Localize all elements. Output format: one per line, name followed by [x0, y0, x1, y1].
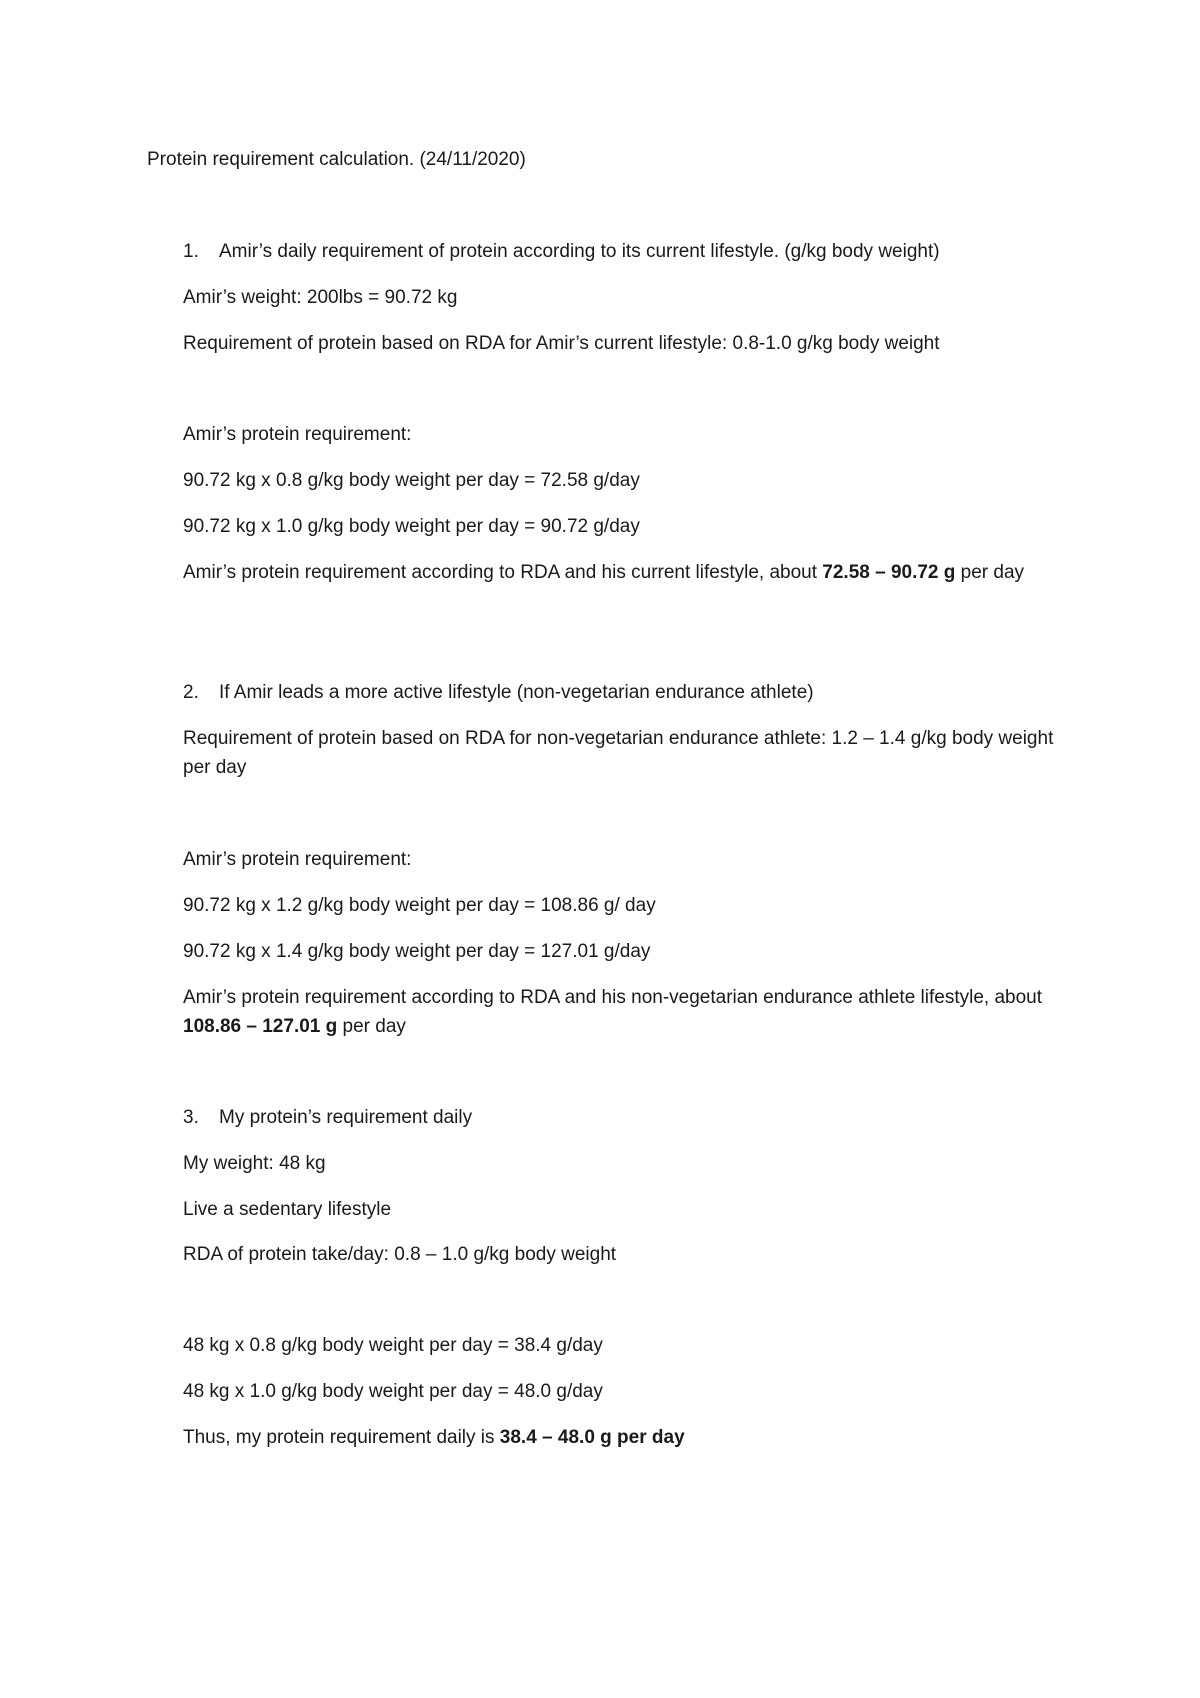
- summary-text: Amir’s protein requirement according to RDA and his current lifestyle, about: [183, 562, 823, 583]
- section-number: 2.: [183, 682, 199, 703]
- section-1-heading: [183, 237, 1063, 266]
- summary-suffix: per day: [955, 562, 1025, 583]
- section-3-rda: RDA of protein take/day: 0.8 – 1.0 g/kg body weight: [183, 1244, 617, 1265]
- summary-text: Thus, my protein requirement daily is: [183, 1427, 500, 1448]
- section-1-subheading: Amir’s protein requirement:: [183, 424, 412, 445]
- section-2-subheading: Amir’s protein requirement:: [183, 849, 412, 870]
- section-1-rda: Requirement of protein based on RDA for Amir’s current lifestyle: 0.8-1.0 g/kg body weight: [183, 333, 940, 354]
- summary-range: 38.4 – 48.0 g per day: [499, 1427, 685, 1448]
- section-heading-text: If Amir leads a more active lifestyle (non-vegetarian endurance athlete): [219, 682, 814, 703]
- section-2-rda: Requirement of protein based on RDA for non-vegetarian endurance athlete: 1.2 – 1.4 g/kg body weight per day: [183, 728, 1054, 778]
- summary-text: Amir’s protein requirement according to RDA and his non-vegetarian endurance athlete lifestyle, about: [183, 987, 1043, 1008]
- section-heading-text: My protein’s requirement daily: [219, 1107, 473, 1128]
- section-3-weight: My weight: 48 kg: [183, 1153, 326, 1174]
- document-title: Protein requirement calculation. (24/11/2020): [147, 149, 526, 170]
- section-1-calc-1: 90.72 kg x 0.8 g/kg body weight per day = 72.58 g/day: [183, 470, 640, 491]
- section-3-summary: [183, 1423, 1063, 1452]
- section-3-calc-2: 48 kg x 1.0 g/kg body weight per day = 48.0 g/day: [183, 1381, 603, 1402]
- section-3-calc-1: 48 kg x 0.8 g/kg body weight per day = 38.4 g/day: [183, 1335, 603, 1356]
- section-2-calc-1: 90.72 kg x 1.2 g/kg body weight per day = 108.86 g/ day: [183, 895, 656, 916]
- summary-range: 108.86 – 127.01 g: [183, 1016, 338, 1037]
- section-1-summary: [183, 558, 1063, 587]
- section-3-lifestyle: Live a sedentary lifestyle: [183, 1199, 392, 1220]
- section-2-calc-2: 90.72 kg x 1.4 g/kg body weight per day = 127.01 g/day: [183, 941, 651, 962]
- section-3-heading: [183, 1103, 1063, 1132]
- section-1-weight: Amir’s weight: 200lbs = 90.72 kg: [183, 287, 458, 308]
- section-number: 3.: [183, 1107, 199, 1128]
- section-2-summary: [183, 983, 1063, 1041]
- section-number: 1.: [183, 241, 199, 262]
- summary-range: 72.58 – 90.72 g: [822, 562, 956, 583]
- section-heading-text: Amir’s daily requirement of protein according to its current lifestyle. (g/kg body weight): [219, 241, 940, 262]
- section-1-calc-2: 90.72 kg x 1.0 g/kg body weight per day = 90.72 g/day: [183, 516, 640, 537]
- section-2-heading: [183, 678, 1063, 707]
- summary-suffix: per day: [337, 1016, 406, 1037]
